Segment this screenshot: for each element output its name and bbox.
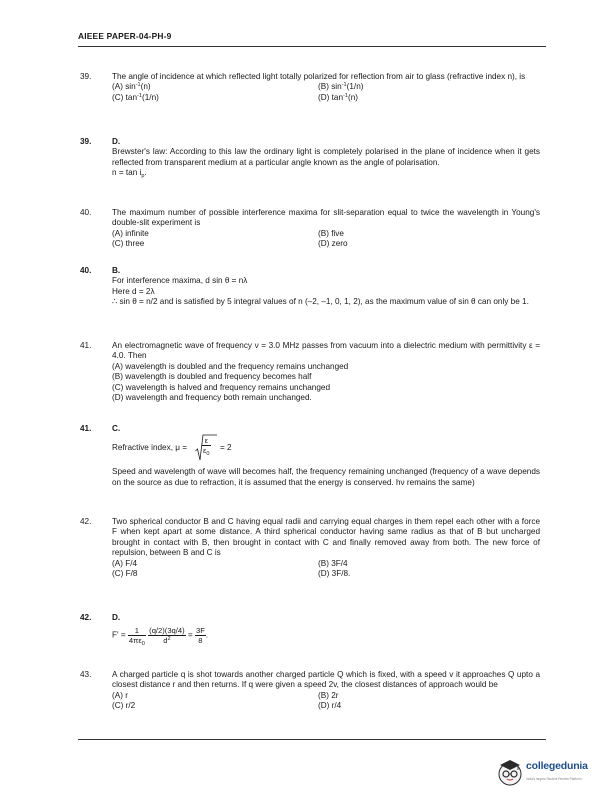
option-a: (A) F/4 (112, 558, 138, 568)
question-text: Two spherical conductor B and C having equal radii and carrying equal charges in them repel each other with a force F when kept apart at some distance. A third spherical conductor having same radius as that of B but uncharged brought in contact with B, then brought in contact with C and finally removed away from both. The new force of repulsion, between B and C is (112, 517, 540, 558)
solution-line: For interference maxima, d sin θ = nλ (112, 276, 248, 286)
option-c: (C) F/8 (112, 569, 138, 579)
numerator: ε (202, 436, 211, 446)
question-text: The angle of incidence at which reflected light totally polarized for reflection from air to glass (refractive index n), is (112, 72, 526, 81)
question-number: 43. (80, 670, 92, 679)
option-a: (A) infinite (112, 228, 149, 238)
question-number: 39. (80, 72, 92, 81)
solution-text: Brewster's law: According to this law the ordinary light is completely polarised in the plane of incidence when it gets reflected from transparent medium at a particular angle known as the angle of polarisation. (112, 147, 540, 167)
options (112, 559, 540, 580)
option-d: (D) 3F/8. (318, 569, 351, 579)
formula-label: Refractive index, μ = (112, 443, 188, 453)
solution-line: Here d = 2λ (112, 286, 155, 296)
logo-wordmark: collegedunia (526, 760, 588, 772)
options (112, 691, 540, 712)
answer-key: C. (112, 424, 121, 433)
question-text: The maximum number of possible interference maxima for slit-separation equal to twice the wavelength in Young's double-slit experiment is (112, 208, 540, 228)
answer-key: D. (112, 137, 121, 146)
formula-result: = 2 (220, 443, 232, 453)
option-d: (D) r/4 (318, 701, 342, 711)
force-formula: F' = $\frac{1}{4\pi\varepsilon_0}$ $\frac{(q/2)(3q/4)}{d^2}$ = $\frac{3F}{8}$ . (112, 626, 209, 648)
solution-number: 41. (80, 424, 92, 433)
logo-tagline: India's largest Student Review Platform (526, 777, 582, 781)
fraction-1: $\frac{1}{4\pi\varepsilon_0}$ (128, 626, 145, 648)
formula-lhs: F' = (112, 630, 126, 640)
option-c: (C) wavelength is halved and frequency remains unchanged (112, 382, 331, 392)
question-number: 41. (80, 341, 92, 350)
question-number: 42. (80, 517, 92, 526)
solution-text: Speed and wavelength of wave will becomes half, the frequency remaining unchanged (frequency of a wave depends on the source as due to refraction, it is assumed that the energy is conserved. hν remains the same) (112, 467, 540, 487)
collegedunia-logo (496, 758, 606, 786)
header-rule (78, 46, 546, 47)
sqrt-sign-icon (195, 434, 217, 462)
options (112, 82, 540, 103)
fraction-2: $\frac{(q/2)(3q/4)}{d^2}$ (149, 626, 185, 646)
option-d: (D) $\tan^{-1}(n)$ (318, 92, 359, 102)
option-b: (B) five (318, 228, 344, 238)
question-text: A charged particle q is shot towards another charged particle Q which is fixed, with a speed v it approaches Q upto a closest distance r and then returns. If q were given a speed 2v, the closest distances of approach would be (112, 670, 540, 690)
option-b: (B) 3F/4 (318, 558, 348, 568)
graduate-mascot-icon (496, 758, 524, 786)
solution-number: 40. (80, 266, 92, 275)
solution-number: 42. (80, 613, 92, 622)
option-a: (A) r (112, 690, 128, 700)
option-c: (C) three (112, 239, 145, 249)
option-b: (B) 2r (318, 690, 339, 700)
option-c: (C) $\tan^{-1}(1/n)$ (112, 92, 159, 102)
answer-key: D. (112, 613, 121, 622)
solution-number: 39. (80, 137, 92, 146)
option-b: (B) $\sin^{-1}(1/n)$ (318, 82, 364, 92)
option-d: (D) zero (318, 239, 348, 249)
solution-formula: $n = \tan i_p$. (112, 168, 147, 180)
option-a: (A) $\sin^{-1}(n)$ (112, 82, 151, 92)
option-d: (D) wavelength and frequency both remain unchanged. (112, 393, 312, 403)
refractive-index-formula (112, 434, 540, 463)
question-text: An electromagnetic wave of frequency ν = 3.0 MHz passes from vacuum into a dielectric medium with permittivity ε = 4.0. Then (112, 341, 540, 361)
fraction-3: $\frac{3F}{8}$ (195, 626, 205, 646)
denominator: $\varepsilon_0$ (203, 446, 210, 458)
option-a: (A) wavelength is doubled and the frequency remains unchanged (112, 361, 349, 371)
options (112, 229, 540, 250)
sqrt-fraction (195, 434, 211, 458)
option-c: (C) r/2 (112, 701, 136, 711)
answer-key: B. (112, 266, 121, 275)
question-number: 40. (80, 208, 92, 217)
solution-line: ∴ sin θ = n/2 and is satisfied by 5 integral values of n (–2, –1, 0, 1, 2), as the maximum value of sin θ can only be 1. (112, 297, 529, 307)
page-header: AIEEE PAPER-04-PH-9 (78, 31, 172, 41)
option-b: (B) wavelength is doubled and frequency becomes half (112, 372, 312, 382)
footer-rule (78, 739, 546, 740)
